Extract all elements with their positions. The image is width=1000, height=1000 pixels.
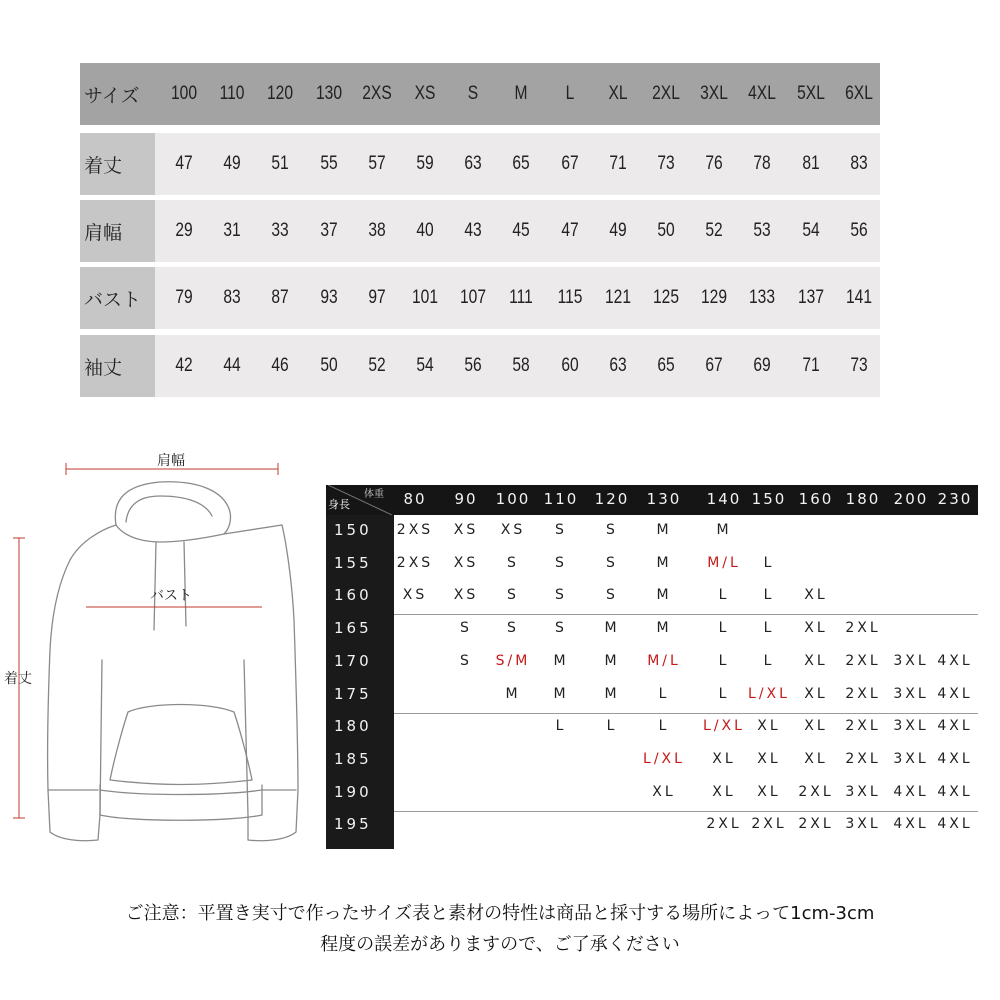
recommend-size-cell: M: [656, 620, 672, 637]
recommend-size-cell: 2XL: [845, 652, 881, 669]
height-row-label: 195: [334, 815, 372, 834]
size-value-cell: 121: [604, 287, 631, 308]
size-header-cell: 120: [267, 83, 294, 104]
hoodie-illustration: [0, 430, 320, 870]
recommend-size-cell: XL: [712, 783, 736, 800]
recommend-size-cell: L/XL: [643, 750, 685, 767]
height-row-label: 170: [334, 651, 372, 670]
size-value-cell: 79: [175, 287, 193, 308]
size-header-cell: 3XL: [700, 83, 729, 104]
weight-header-cell: 200: [893, 490, 929, 508]
recommend-size-cell: L: [763, 554, 775, 571]
recommend-size-cell: S: [555, 522, 567, 538]
size-value-cell: 63: [464, 153, 482, 174]
recommend-size-cell: S: [606, 587, 618, 604]
hoodie-diagram: [0, 430, 320, 870]
recommend-size-cell: 4XL: [893, 783, 929, 800]
recommend-size-cell: S: [555, 620, 567, 637]
height-row-label: 180: [334, 717, 372, 736]
size-row: [80, 200, 880, 262]
size-value-cell: 45: [512, 220, 531, 241]
size-value-cell: 71: [609, 153, 627, 174]
size-value-cell: 78: [753, 153, 772, 174]
recommend-size-cell: 3XL: [845, 783, 881, 800]
weight-header-cell: 180: [845, 490, 881, 508]
weight-header-cell: 130: [646, 490, 682, 508]
recommend-size-cell: XL: [804, 718, 828, 735]
recommend-size-cell: 2XL: [845, 718, 881, 735]
size-value-cell: 67: [560, 153, 579, 174]
measure-label: 着丈: [80, 133, 155, 195]
weight-header-cell: 140: [706, 490, 742, 508]
recommend-size-cell: 2XL: [798, 783, 834, 800]
height-row-label: 190: [334, 782, 372, 801]
recommend-size-cell: XL: [804, 620, 828, 637]
size-value-cell: 33: [271, 220, 290, 241]
size-row: [80, 335, 880, 397]
size-header-cell: 110: [219, 83, 245, 104]
size-value-cell: 47: [175, 153, 193, 174]
recommend-size-cell: L: [658, 718, 670, 735]
recommend-size-cell: 4XL: [937, 816, 973, 833]
size-header-label: サイズ: [80, 63, 155, 125]
size-value-cell: 87: [271, 287, 290, 308]
recommend-size-cell: XL: [757, 718, 781, 735]
size-header-cell: 100: [170, 83, 197, 104]
size-header-cell: 2XL: [652, 83, 680, 104]
recommend-size-cell: S: [555, 587, 567, 604]
recommend-size-cell: M: [505, 685, 521, 702]
recommend-size-table: [326, 485, 978, 849]
recommend-size-cell: XL: [757, 783, 781, 800]
weight-header-cell: 80: [403, 490, 427, 508]
size-row: [80, 133, 880, 195]
size-value-cell: 58: [512, 355, 531, 376]
recommend-size-cell: XL: [804, 685, 828, 702]
recommend-size-cell: M: [553, 685, 569, 702]
recommend-size-cell: S: [555, 554, 567, 571]
size-value-cell: 63: [609, 355, 627, 376]
weight-header-cell: 160: [798, 490, 834, 508]
recommend-size-cell: 2XS: [396, 554, 434, 571]
size-value-cell: 47: [560, 220, 579, 241]
size-value-cell: 81: [801, 153, 820, 174]
size-header-cell: 6XL: [844, 83, 873, 104]
size-header-cell: XS: [414, 83, 436, 104]
recommend-size-cell: 4XL: [937, 718, 973, 735]
measure-label: 袖丈: [80, 335, 155, 397]
recommend-size-cell: L: [718, 587, 730, 604]
size-value-cell: 52: [705, 220, 723, 241]
size-value-cell: 46: [271, 355, 290, 376]
recommend-size-cell: L: [763, 652, 775, 669]
notice-line-2: 程度の誤差がありますので、ご了承ください: [320, 934, 680, 955]
size-value-cell: 50: [319, 355, 338, 376]
size-value-cell: 57: [368, 153, 386, 174]
corner-weight-label: 体重: [364, 489, 384, 500]
size-value-cell: 67: [705, 355, 723, 376]
recommend-size-cell: XS: [402, 587, 428, 604]
bust-label: バスト: [150, 588, 192, 604]
recommend-size-cell: 3XL: [893, 750, 929, 767]
size-value-cell: 101: [411, 287, 438, 308]
size-value-cell: 76: [705, 153, 723, 174]
length-label: 着丈: [4, 671, 32, 687]
recommend-size-cell: 2XL: [706, 816, 742, 833]
size-value-cell: 59: [416, 153, 434, 174]
recommend-size-cell: XL: [757, 750, 781, 767]
recommend-size-cell: L: [658, 685, 670, 702]
size-header-cell: L: [565, 83, 574, 104]
size-value-cell: 73: [850, 355, 868, 376]
size-value-cell: 133: [749, 287, 776, 308]
recommend-size-cell: 4XL: [937, 685, 973, 702]
size-notice: [0, 898, 1000, 960]
size-value-cell: 115: [557, 287, 583, 308]
size-header-cell: M: [514, 83, 528, 104]
recommend-size-cell: S: [606, 522, 618, 538]
recommend-size-cell: L: [763, 587, 775, 604]
recommend-size-cell: L: [555, 718, 567, 735]
weight-header-cell: 230: [937, 490, 973, 508]
recommend-size-cell: S: [507, 587, 519, 604]
size-value-cell: 42: [175, 355, 193, 376]
size-value-cell: 55: [319, 153, 338, 174]
size-value-cell: 53: [753, 220, 772, 241]
recommend-size-cell: 4XL: [937, 783, 973, 800]
size-value-cell: 56: [850, 220, 868, 241]
size-row: [80, 267, 880, 329]
recommend-size-cell: M: [553, 652, 569, 669]
recommend-size-cell: 2XL: [751, 816, 787, 833]
shoulder-label: 肩幅: [157, 453, 185, 469]
size-value-cell: 51: [271, 153, 290, 174]
height-row-label: 185: [334, 749, 372, 768]
size-value-cell: 37: [319, 220, 338, 241]
recommend-size-cell: L/XL: [748, 685, 790, 702]
size-header-row: [80, 63, 880, 125]
size-value-cell: 83: [850, 153, 868, 174]
size-value-cell: 43: [464, 220, 482, 241]
size-value-cell: 31: [223, 220, 241, 241]
size-value-cell: 29: [175, 220, 193, 241]
row-group-separator: [394, 713, 978, 714]
row-group-separator: [394, 811, 978, 812]
height-row-label: 175: [334, 684, 372, 703]
recommend-size-cell: XL: [804, 587, 828, 604]
weight-header-cell: 120: [594, 490, 630, 508]
recommend-size-cell: L: [718, 620, 730, 637]
recommend-size-cell: S: [460, 620, 472, 637]
recommend-size-cell: M/L: [647, 652, 681, 669]
size-value-cell: 65: [657, 355, 675, 376]
size-header-cell: S: [467, 83, 479, 104]
recommend-size-cell: XS: [453, 554, 479, 571]
notice-line-1: ご注意：平置き実寸で作ったサイズ表と素材の特性は商品と採寸する場所によって1cm-3cm: [125, 903, 875, 924]
recommend-size-cell: 2XS: [396, 522, 434, 538]
recommend-size-cell: 4XL: [937, 750, 973, 767]
size-value-cell: 107: [460, 287, 487, 308]
height-row-label: 155: [334, 553, 372, 572]
recommend-size-cell: M: [604, 685, 620, 702]
size-header-cell: 2XS: [362, 83, 392, 104]
recommend-size-cell: 3XL: [893, 652, 929, 669]
size-value-cell: 137: [797, 287, 824, 308]
height-row-label: 165: [334, 619, 372, 638]
recommend-size-cell: 2XL: [845, 620, 881, 637]
size-value-cell: 50: [657, 220, 675, 241]
size-value-cell: 60: [560, 355, 579, 376]
recommend-size-cell: S: [507, 554, 519, 571]
recommend-size-cell: 4XL: [937, 652, 973, 669]
size-value-cell: 40: [416, 220, 434, 241]
recommend-size-cell: XL: [652, 783, 676, 800]
size-value-cell: 49: [609, 220, 627, 241]
recommend-size-cell: 3XL: [893, 718, 929, 735]
recommend-size-cell: 2XL: [845, 750, 881, 767]
recommend-size-cell: XS: [453, 587, 479, 604]
size-header-cell: 4XL: [748, 83, 777, 104]
recommend-size-cell: XL: [712, 750, 736, 767]
size-value-cell: 44: [223, 355, 241, 376]
recommend-size-cell: S: [460, 652, 472, 669]
recommend-size-cell: M: [656, 554, 672, 571]
recommend-size-cell: L: [763, 620, 775, 637]
size-value-cell: 125: [652, 287, 679, 308]
size-value-cell: 97: [368, 287, 386, 308]
recommend-size-cell: M: [604, 620, 620, 637]
size-value-cell: 38: [368, 220, 386, 241]
size-value-cell: 54: [801, 220, 820, 241]
recommend-size-cell: M: [716, 522, 732, 538]
size-value-cell: 56: [464, 355, 482, 376]
recommend-size-cell: 3XL: [845, 816, 881, 833]
recommend-size-cell: XS: [500, 522, 526, 538]
recommend-size-cell: S/M: [495, 652, 531, 669]
recommend-size-cell: 3XL: [893, 685, 929, 702]
recommend-size-cell: XL: [804, 652, 828, 669]
recommend-size-cell: L: [606, 718, 618, 735]
recommend-size-cell: 4XL: [893, 816, 929, 833]
weight-header-cell: 90: [454, 490, 478, 508]
size-value-cell: 111: [509, 287, 534, 308]
recommend-size-cell: XL: [804, 750, 828, 767]
recommend-size-cell: L: [718, 652, 730, 669]
size-value-cell: 83: [223, 287, 241, 308]
size-value-cell: 73: [657, 153, 675, 174]
recommend-size-cell: M: [656, 522, 672, 538]
weight-header-cell: 110: [543, 490, 579, 508]
size-value-cell: 65: [512, 153, 531, 174]
recommend-size-cell: XS: [453, 522, 479, 538]
recommend-size-cell: L: [718, 685, 730, 702]
height-row-label: 150: [334, 521, 372, 539]
size-value-cell: 141: [845, 287, 872, 308]
weight-header-cell: 150: [751, 490, 787, 508]
corner-height-label: 身長: [328, 498, 350, 511]
row-group-separator: [394, 614, 978, 615]
size-value-cell: 54: [416, 355, 434, 376]
size-value-cell: 93: [319, 287, 338, 308]
recommend-size-cell: L/XL: [703, 718, 745, 735]
recommend-size-cell: 2XL: [845, 685, 881, 702]
height-row-label: 160: [334, 586, 372, 605]
size-header-cell: 5XL: [796, 83, 825, 104]
weight-header-cell: 100: [495, 490, 531, 508]
size-value-cell: 52: [368, 355, 386, 376]
recommend-size-cell: M: [656, 587, 672, 604]
recommend-size-cell: M/L: [707, 554, 741, 571]
recommend-size-cell: S: [606, 554, 618, 571]
size-header-cell: XL: [608, 83, 628, 104]
size-value-cell: 49: [223, 153, 241, 174]
size-value-cell: 129: [701, 287, 728, 308]
size-header-cell: 130: [315, 83, 342, 104]
size-value-cell: 71: [801, 355, 820, 376]
recommend-size-cell: 2XL: [798, 816, 834, 833]
recommend-size-cell: M: [604, 652, 620, 669]
measure-label: 肩幅: [80, 200, 155, 262]
measure-label: バスト: [80, 267, 155, 329]
size-value-cell: 69: [753, 355, 772, 376]
recommend-size-cell: S: [507, 620, 519, 637]
